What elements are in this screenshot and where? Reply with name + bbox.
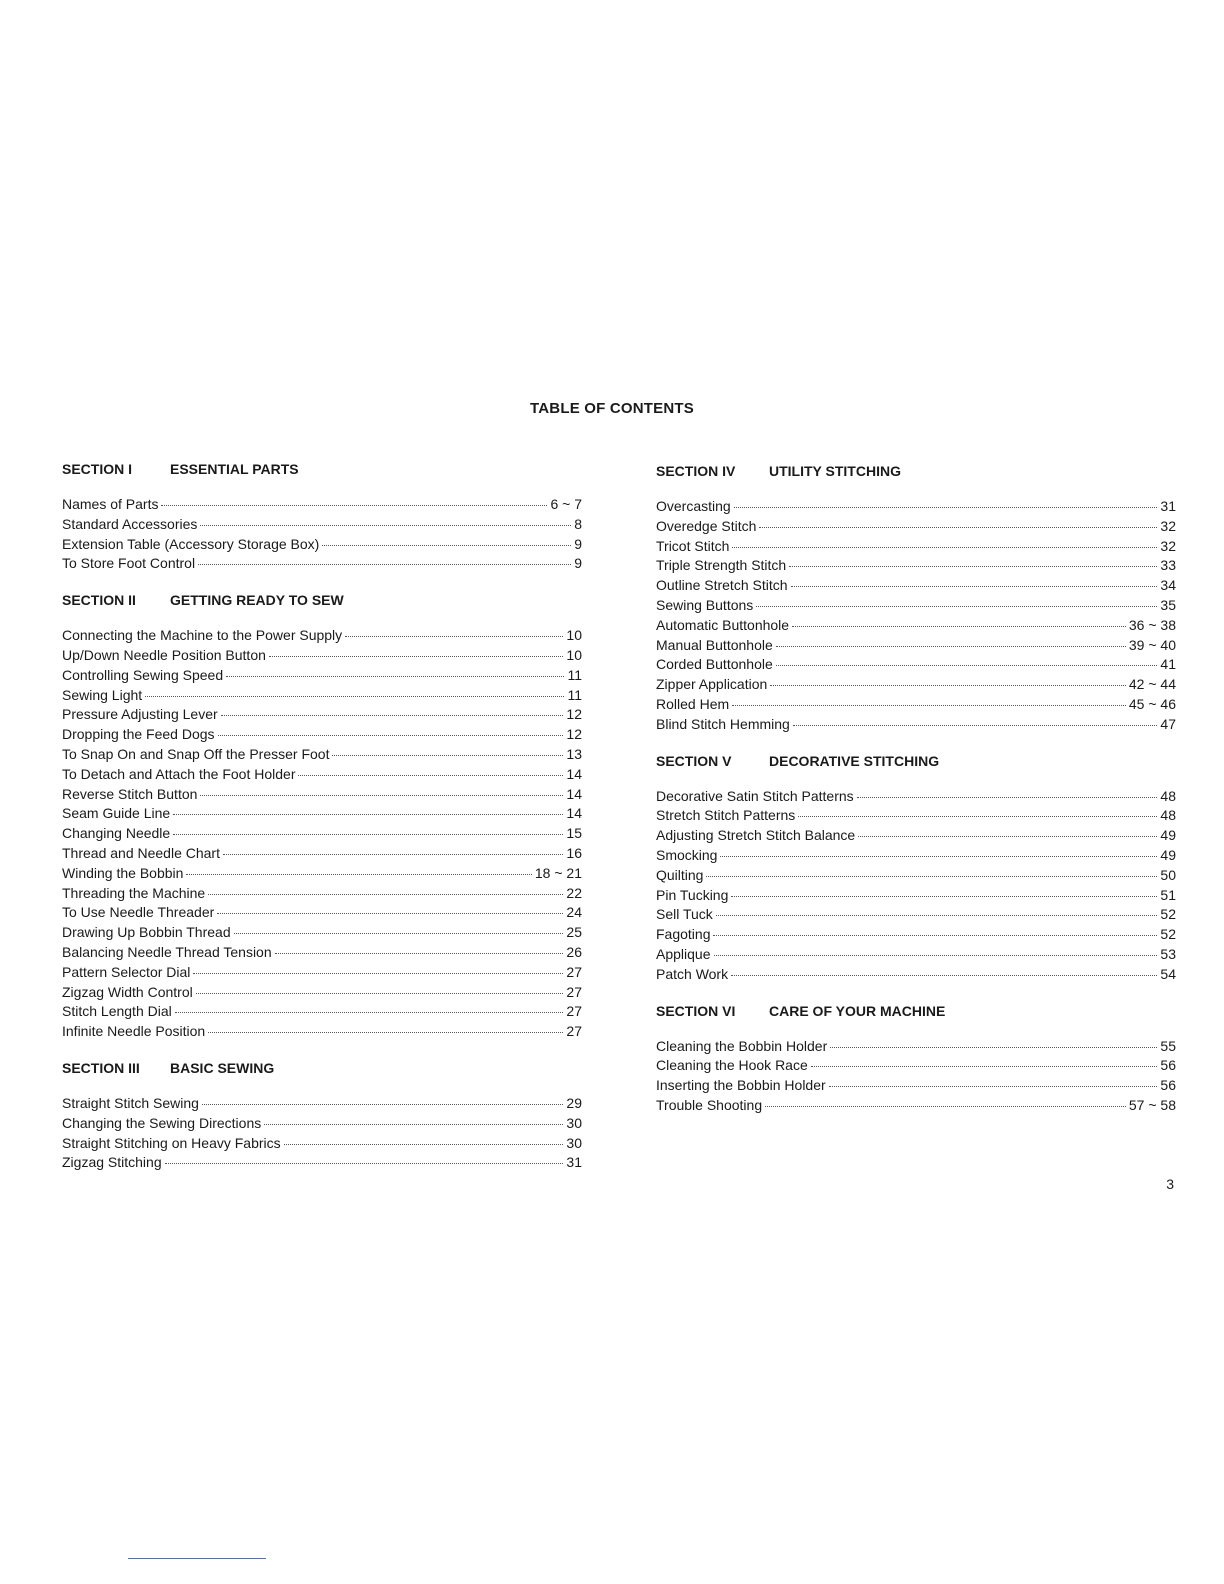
entry-page: 49 [1160,827,1176,844]
toc-entry[interactable] [656,695,1176,715]
toc-entry[interactable] [656,826,1176,846]
section-number: SECTION I [62,461,133,477]
entry-label: Straight Stitch Sewing [62,1094,199,1111]
entry-page: 54 [1160,965,1176,982]
dot-leader [713,935,1157,936]
section-name: ESSENTIAL PARTS [170,461,299,477]
entry-page: 55 [1160,1037,1176,1054]
dot-leader [765,1106,1126,1107]
toc-entry[interactable] [656,1056,1176,1076]
toc-entry[interactable] [62,535,582,555]
section-name: UTILITY STITCHING [769,463,901,479]
dot-leader [858,836,1157,837]
toc-entry[interactable] [62,725,582,745]
dot-leader [706,876,1157,877]
entry-label: Balancing Needle Thread Tension [62,943,272,960]
toc-entry[interactable] [656,925,1176,945]
dot-leader [720,856,1157,857]
toc-entry[interactable] [62,1134,582,1154]
toc-right-column [656,461,1176,1132]
toc-entry[interactable] [62,884,582,904]
dot-leader [284,1144,564,1145]
section-number: SECTION III [62,1059,140,1076]
dot-leader [798,816,1157,817]
dot-leader [770,685,1126,686]
toc-entry[interactable] [62,646,582,666]
entry-page: 15 [566,825,582,842]
entry-label: Applique [656,945,711,962]
entry-page: 14 [566,765,582,782]
section-name: BASIC SEWING [170,1059,275,1076]
toc-entry[interactable] [62,824,582,844]
dot-leader [202,1104,563,1105]
section-name: GETTING READY TO SEW [170,592,344,609]
dot-leader [226,676,564,677]
entry-label: Straight Stitching on Heavy Fabrics [62,1134,281,1151]
toc-entry[interactable] [62,1114,582,1134]
dot-leader [264,1124,563,1125]
dot-leader [716,915,1158,916]
section-heading [656,751,1176,771]
entry-page: 12 [566,706,582,723]
entry-page: 6 ~ 7 [550,496,582,512]
dot-leader [776,646,1126,647]
entry-label: Overedge Stitch [656,517,757,534]
toc-left-column [62,459,582,1189]
entry-page: 51 [1160,886,1176,903]
toc-entry[interactable] [62,515,582,535]
toc-entry[interactable] [62,923,582,943]
entry-page: 24 [566,904,582,921]
toc-entry[interactable] [62,1022,582,1042]
dot-leader [811,1066,1158,1067]
dot-leader [830,1047,1157,1048]
entry-page: 27 [566,1023,582,1040]
dot-leader [829,1086,1158,1087]
dot-leader [298,775,563,776]
toc-section [656,1001,1176,1116]
entry-page: 52 [1160,926,1176,943]
entry-label: Zipper Application [656,676,768,693]
entry-label: Sell Tuck [656,906,713,923]
toc-section [62,459,582,574]
entry-page: 35 [1160,596,1176,613]
page-title: TABLE OF CONTENTS [530,400,694,417]
section-number: SECTION V [656,752,732,769]
section-heading [656,461,1176,481]
entry-page: 52 [1160,906,1176,923]
entry-label: Stretch Stitch Patterns [656,807,796,824]
entry-label: Infinite Needle Position [62,1023,206,1040]
entry-label: Outline Stretch Stitch [656,577,788,594]
toc-entry[interactable] [62,943,582,963]
entry-page: 18 ~ 21 [534,864,582,881]
entry-label: Sewing Buttons [656,596,754,613]
entry-label: To Snap On and Snap Off the Presser Foot [62,745,330,762]
entry-label: Extension Table (Accessory Storage Box) [62,535,320,552]
toc-entry[interactable] [656,655,1176,675]
section-number: SECTION II [62,592,136,609]
section-number: SECTION IV [656,463,736,479]
dot-leader [145,696,564,697]
entry-page: 41 [1160,656,1176,673]
entry-page: 42 ~ 44 [1128,676,1176,693]
entry-label: Pressure Adjusting Lever [62,706,218,723]
entry-label: Dropping the Feed Dogs [62,726,215,743]
toc-section [656,461,1176,735]
toc-entry[interactable] [62,804,582,824]
dot-leader [173,814,563,815]
entry-page: 26 [566,943,582,960]
dot-leader [196,993,564,994]
toc-entry[interactable] [656,576,1176,596]
dot-leader [208,1032,563,1033]
entry-page: 31 [1160,498,1176,514]
toc-entry[interactable] [62,686,582,706]
dot-leader [173,834,563,835]
entry-page: 49 [1160,846,1176,863]
entry-label: Trouble Shooting [656,1096,763,1113]
toc-entry[interactable] [656,1076,1176,1096]
entry-page: 47 [1160,715,1176,732]
dot-leader [217,913,563,914]
toc-entry[interactable] [62,705,582,725]
dot-leader [198,564,571,565]
entry-page: 9 [574,535,582,552]
dot-leader [776,665,1158,666]
entry-page: 11 [567,666,582,683]
toc-section [656,751,1176,985]
toc-entry[interactable] [656,945,1176,965]
entry-label: Connecting the Machine to the Power Supply [62,627,343,644]
toc-entry[interactable] [656,675,1176,695]
toc-entry[interactable] [656,846,1176,866]
toc-entry[interactable] [656,556,1176,576]
entry-page: 30 [566,1114,582,1131]
dot-leader [218,735,564,736]
entry-page: 11 [567,686,582,703]
entry-label: To Store Foot Control [62,555,196,572]
toc-entry[interactable] [62,745,582,765]
dot-leader [732,705,1126,706]
toc-entry[interactable] [656,965,1176,985]
entry-page: 29 [566,1094,582,1111]
entry-page: 33 [1160,557,1176,574]
toc-entry[interactable] [656,596,1176,616]
entry-label: Seam Guide Line [62,805,171,822]
toc-entry[interactable] [656,905,1176,925]
dot-leader [234,933,564,934]
entry-page: 57 ~ 58 [1128,1096,1176,1113]
toc-section [62,590,582,1042]
entry-label: Tricot Stitch [656,537,730,554]
entry-label: Corded Buttonhole [656,656,773,673]
entry-label: Pin Tucking [656,886,729,903]
entry-page: 48 [1160,787,1176,804]
section-heading [62,459,582,479]
entry-label: Changing the Sewing Directions [62,1114,262,1131]
toc-entry[interactable] [656,1037,1176,1057]
entry-page: 12 [566,726,582,743]
page-number: 3 [1166,1176,1174,1192]
dot-leader [345,636,563,637]
entry-label: Inserting the Bobbin Holder [656,1077,826,1094]
entry-label: Triple Strength Stitch [656,557,787,574]
entry-page: 36 ~ 38 [1128,616,1176,633]
entry-label: Changing Needle [62,825,171,842]
toc-entry[interactable] [656,715,1176,735]
dot-leader [731,896,1157,897]
toc-entry[interactable] [62,1153,582,1173]
dot-leader [732,547,1157,548]
entry-page: 9 [574,555,582,572]
toc-entry[interactable] [656,537,1176,557]
toc-entry[interactable] [62,844,582,864]
toc-entry[interactable] [656,806,1176,826]
dot-leader [200,525,571,526]
dot-leader [793,725,1158,726]
entry-page: 30 [566,1134,582,1151]
toc-entry[interactable] [656,787,1176,807]
entry-page: 32 [1160,537,1176,554]
dot-leader [161,505,547,506]
entry-label: Overcasting [656,498,731,514]
entry-page: 45 ~ 46 [1128,695,1176,712]
entry-page: 13 [566,745,582,762]
entry-label: Cleaning the Hook Race [656,1057,808,1074]
entry-label: Names of Parts [62,496,159,512]
dot-leader [322,545,571,546]
entry-label: Up/Down Needle Position Button [62,646,266,663]
entry-page: 53 [1160,945,1176,962]
entry-page: 22 [566,884,582,901]
dot-leader [792,626,1126,627]
section-heading [62,590,582,610]
entry-label: Drawing Up Bobbin Thread [62,924,231,941]
entry-label: Controlling Sewing Speed [62,666,224,683]
dot-leader [791,586,1158,587]
toc-entry[interactable] [62,903,582,923]
entry-page: 10 [566,627,582,644]
toc-entry[interactable] [62,554,582,574]
entry-label: Automatic Buttonhole [656,616,790,633]
toc-entry[interactable] [62,765,582,785]
entry-page: 27 [566,1003,582,1020]
entry-label: Patch Work [656,965,729,982]
entry-label: Zigzag Stitching [62,1154,162,1171]
entry-label: Cleaning the Bobbin Holder [656,1037,828,1054]
entry-page: 48 [1160,807,1176,824]
dot-leader [193,973,563,974]
dot-leader [734,507,1158,508]
toc-entry[interactable] [62,963,582,983]
entry-label: Decorative Satin Stitch Patterns [656,787,854,804]
section-heading [656,1001,1176,1021]
entry-page: 14 [566,785,582,802]
entry-label: Quilting [656,866,704,883]
entry-label: Reverse Stitch Button [62,785,198,802]
toc-entry[interactable] [656,636,1176,656]
toc-entry[interactable] [62,1094,582,1114]
entry-page: 27 [566,963,582,980]
dot-leader [208,894,563,895]
dot-leader [223,854,563,855]
entry-label: Zigzag Width Control [62,983,193,1000]
dot-leader [759,527,1157,528]
entry-page: 16 [566,844,582,861]
dot-leader [756,606,1157,607]
entry-label: Fagoting [656,926,711,943]
toc-entry[interactable] [62,666,582,686]
entry-label: Stitch Length Dial [62,1003,172,1020]
entry-page: 14 [566,805,582,822]
dot-leader [175,1012,564,1013]
toc-entry[interactable] [656,517,1176,537]
toc-entry[interactable] [656,616,1176,636]
entry-label: Smocking [656,846,718,863]
dot-leader [731,975,1157,976]
entry-label: Pattern Selector Dial [62,963,191,980]
underline-mark [128,1558,266,1559]
entry-label: To Use Needle Threader [62,904,215,921]
entry-page: 32 [1160,517,1176,534]
entry-page: 56 [1160,1057,1176,1074]
dot-leader [332,755,563,756]
section-name: DECORATIVE STITCHING [769,752,940,769]
toc-entry[interactable] [62,983,582,1003]
dot-leader [221,715,564,716]
entry-label: Thread and Needle Chart [62,844,220,861]
entry-page: 25 [566,924,582,941]
dot-leader [200,795,563,796]
entry-label: To Detach and Attach the Foot Holder [62,765,296,782]
toc-entry[interactable] [62,785,582,805]
toc-entry[interactable] [656,866,1176,886]
section-heading [62,1058,582,1078]
dot-leader [275,953,564,954]
toc-entry[interactable] [656,497,1176,517]
entry-label: Rolled Hem [656,695,730,712]
entry-page: 39 ~ 40 [1128,636,1176,653]
entry-label: Sewing Light [62,686,143,703]
entry-page: 50 [1160,866,1176,883]
entry-label: Standard Accessories [62,515,198,532]
toc-entry[interactable] [656,1096,1176,1116]
dot-leader [857,797,1158,798]
section-number: SECTION VI [656,1002,736,1019]
toc-entry[interactable] [62,1002,582,1022]
entry-page: 10 [566,646,582,663]
entry-page: 56 [1160,1077,1176,1094]
dot-leader [269,656,564,657]
entry-page: 27 [566,983,582,1000]
entry-label: Manual Buttonhole [656,636,773,653]
dot-leader [714,955,1158,956]
entry-page: 31 [566,1154,582,1171]
section-name: CARE OF YOUR MACHINE [769,1002,946,1019]
entry-page: 8 [574,515,582,532]
toc-section [62,1058,582,1173]
toc-entry[interactable] [656,886,1176,906]
dot-leader [165,1163,564,1164]
toc-entry[interactable] [62,864,582,884]
entry-label: Adjusting Stretch Stitch Balance [656,827,856,844]
toc-entry[interactable] [62,626,582,646]
entry-page: 34 [1160,577,1176,594]
dot-leader [789,566,1157,567]
entry-label: Winding the Bobbin [62,864,184,881]
entry-label: Threading the Machine [62,884,206,901]
dot-leader [186,874,531,875]
entry-label: Blind Stitch Hemming [656,715,790,732]
toc-entry[interactable] [62,495,582,515]
